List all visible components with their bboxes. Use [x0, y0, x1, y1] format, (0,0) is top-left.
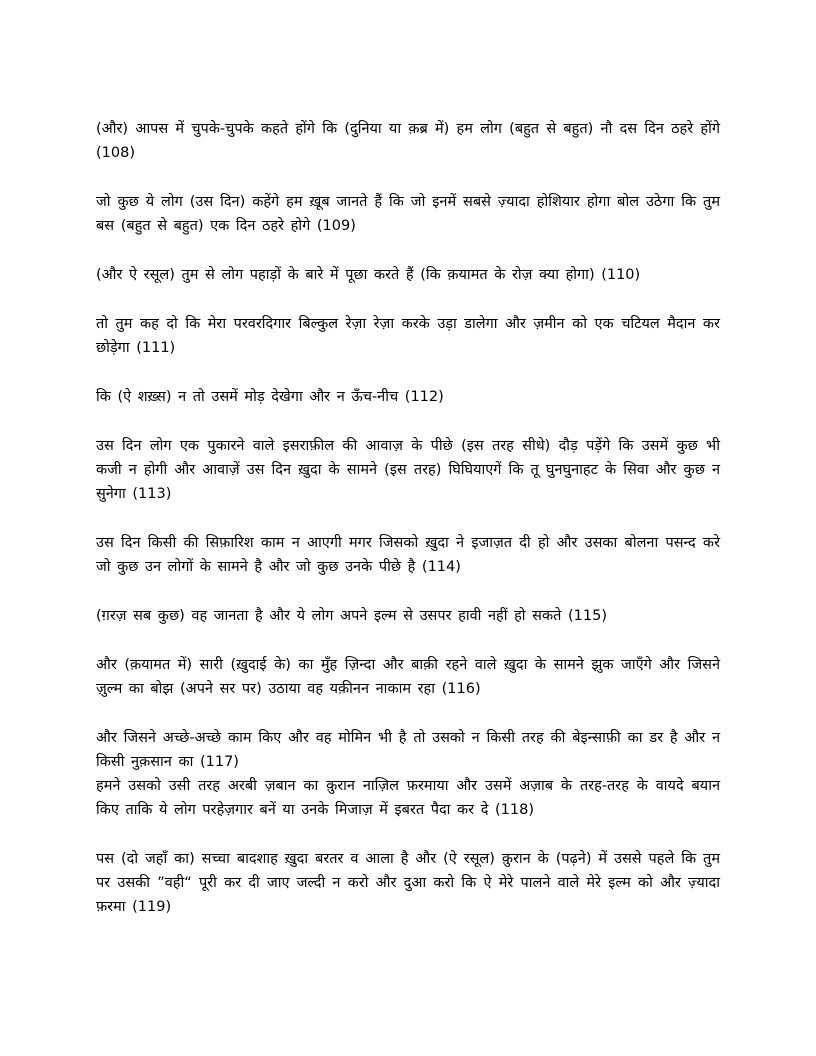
- verse-114: उस दिन किसी की सिफ़ारिश काम न आएगी मगर जिसको ख़ुदा ने इजाज़त दी हो और उसका बोलना पसन्द करे जो कुछ उन लोगों के सामने है और जो कुछ उनके पीछे है (114): [96, 535, 720, 575]
- verse-109: जो कुछ ये लोग (उस दिन) कहेंगे हम ख़ूब जानते हैं कि जो इनमें सबसे ज़्यादा होशियार होगा बोल उठेगा कि तुम बस (बहुत से बहुत) एक दिन ठहरे होगे (109): [96, 194, 720, 234]
- verse-108: (और) आपस में चुपके-चुपके कहते होंगे कि (दुनिया या क़ब्र में) हम लोग (बहुत से बहुत) नौ दस दिन ठहरे होंगे (108): [96, 121, 720, 161]
- verse-112: कि (ऐ शख़्स) न तो उसमें मोड़ देखेगा और न ऊँच-नीच (112): [96, 389, 444, 405]
- verse-110: (और ऐ रसूल) तुम से लोग पहाड़ों के बारे में पूछा करते हैं (कि क़यामत के रोज़ क्या होगा) (110): [96, 267, 641, 283]
- verse-119: पस (दो जहाँ का) सच्चा बादशाह ख़ुदा बरतर व आला है और (ऐ रसूल) क़ुरान के (पढ़ने) में उससे पहले कि तुम पर उसकी ”वही“ पूरी कर दी जाए जल्दी न करो और दुआ करो कि ऐ मेरे पालने वाले मेरे इल्म को और ज़्यादा फ़रमा (119): [96, 851, 720, 915]
- verse-117: और जिसने अच्छे-अच्छे काम किए और वह मोमिन भी है तो उसको न किसी तरह की बेइन्साफ़ी का डर है और न किसी नुक़सान का (117): [96, 730, 720, 770]
- verse-115: (ग़रज़ सब कुछ) वह जानता है और ये लोग अपने इल्म से उसपर हावी नहीं हो सकते (115): [96, 608, 607, 624]
- verse-118: हमने उसको उसी तरह अरबी ज़बान का क़ुरान नाज़िल फ़रमाया और उसमें अज़ाब के तरह-तरह के वायदे बयान किए ताकि ये लोग परहेज़गार बनें या उनके मिजाज़ में इबरत पैदा कर दे (118): [96, 778, 720, 818]
- verse-111: तो तुम कह दो कि मेरा परवरदिगार बिल्कुल रेज़ा रेज़ा करके उड़ा डालेगा और ज़मीन को एक चटियल मैदान कर छोड़ेगा (111): [96, 316, 720, 356]
- verse-113: उस दिन लोग एक पुकारने वाले इसराफ़ील की आवाज़ के पीछे (इस तरह सीधे) दौड़ पड़ेंगे कि उसमें कुछ भी कजी न होगी और आवाज़ें उस दिन ख़ुदा के सामने (इस तरह) घिघियाएगें कि तू घुनघुनाहट के सिवा और कुछ न सुनेगा (113): [96, 438, 720, 502]
- document-page: [96, 117, 720, 944]
- verse-116: और (क़यामत में) सारी (ख़ुदाई के) का मुँह ज़िन्दा और बाक़ी रहने वाले ख़ुदा के सामने झुक जाएँगे और जिसने ज़ुल्म का बोझ (अपने सर पर) उठाया वह यक़ीनन नाकाम रहा (116): [96, 657, 720, 697]
